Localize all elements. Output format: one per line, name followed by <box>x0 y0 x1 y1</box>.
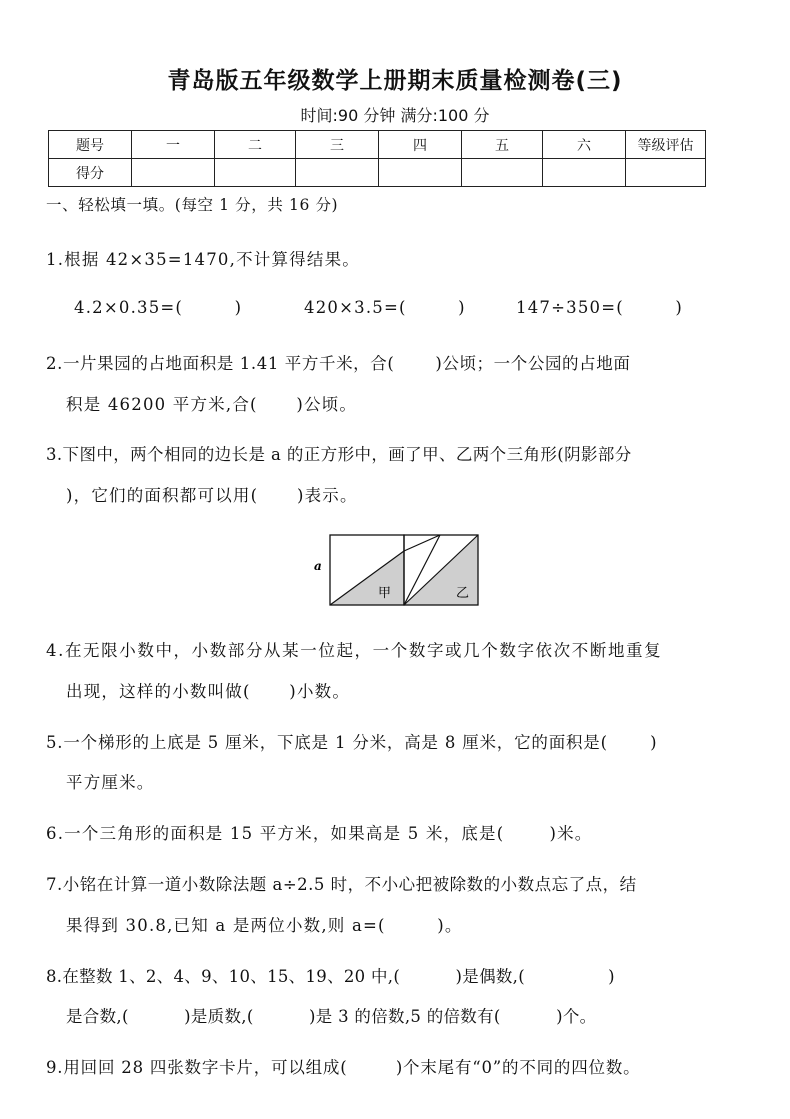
question-5-line-1: 5.一个梯形的上底是 5 厘米，下底是 1 分米，高是 8 厘米，它的面积是( ) <box>46 733 658 752</box>
question-2-line-1: 2.一片果园的占地面积是 1.41 平方千米，合( )公顷；一个公园的占地面 <box>46 354 631 373</box>
question-4-line-1: 4.在无限小数中，小数部分从某一位起，一个数字或几个数字依次不断地重复 <box>46 641 663 660</box>
score-table-cell: 一 <box>132 131 215 159</box>
question-8-line-2: 是合数,( )是质数,( )是 3 的倍数,5 的倍数有( )个。 <box>66 1007 597 1026</box>
score-table <box>48 130 706 187</box>
score-table-cell: 题号 <box>49 131 132 159</box>
score-table-cell: 三 <box>296 131 379 159</box>
score-table-cell: 得分 <box>49 159 132 187</box>
figure-label-a: a <box>314 559 322 573</box>
page-title: 青岛版五年级数学上册期末质量检测卷(三) <box>167 68 623 94</box>
score-table-score-row <box>49 159 706 187</box>
score-table-cell: 六 <box>543 131 626 159</box>
question-1-sub-b: 420×3.5=( ) <box>304 298 466 317</box>
score-input-cell[interactable] <box>462 159 543 187</box>
question-3-line-2: )，它们的面积都可以用( )表示。 <box>66 486 358 505</box>
score-input-cell[interactable] <box>296 159 379 187</box>
question-2-line-2: 积是 46200 平方米,合( )公顷。 <box>66 395 358 414</box>
question-8-line-1: 8.在整数 1、2、4、9、10、15、19、20 中,( )是偶数,( ) <box>46 967 615 986</box>
score-input-cell[interactable] <box>132 159 215 187</box>
score-input-cell[interactable] <box>626 159 706 187</box>
question-1-sub-c: 147÷350=( ) <box>516 298 684 317</box>
section-heading: 一、轻松填一填。(每空 1 分，共 16 分) <box>46 196 339 214</box>
question-1-sub-a: 4.2×0.35=( ) <box>74 298 243 317</box>
question-7-line-1: 7.小铭在计算一道小数除法题 a÷2.5 时，不小心把被除数的小数点忘了点，结 <box>46 875 637 894</box>
question-3-line-1: 3.下图中，两个相同的边长是 a 的正方形中，画了甲、乙两个三角形(阴影部分 <box>46 445 632 464</box>
question-7-line-2: 果得到 30.8,已知 a 是两位小数,则 a=( )。 <box>66 916 463 935</box>
score-input-cell[interactable] <box>543 159 626 187</box>
score-table-cell: 四 <box>379 131 462 159</box>
score-table-header-row <box>49 131 706 159</box>
two-squares-triangle-figure <box>310 533 480 609</box>
score-table-cell: 等级评估 <box>626 131 706 159</box>
score-input-cell[interactable] <box>379 159 462 187</box>
figure-label-yi: 乙 <box>456 586 470 601</box>
figure-label-jia: 甲 <box>378 586 392 601</box>
question-1-stem: 1.根据 42×35=1470,不计算得结果。 <box>46 250 360 269</box>
score-input-cell[interactable] <box>215 159 296 187</box>
exam-info: 时间:90 分钟 满分:100 分 <box>300 106 490 125</box>
question-5-line-2: 平方厘米。 <box>66 773 155 792</box>
question-4-line-2: 出现，这样的小数叫做( )小数。 <box>66 682 351 701</box>
question-6-line-1: 6.一个三角形的面积是 15 平方米，如果高是 5 米，底是( )米。 <box>46 824 593 843</box>
score-table-cell: 五 <box>462 131 543 159</box>
question-9-line-1: 9.用回回 28 四张数字卡片，可以组成( )个末尾有“0”的不同的四位数。 <box>46 1058 641 1077</box>
inner-line <box>404 535 440 551</box>
score-table-cell: 二 <box>215 131 296 159</box>
